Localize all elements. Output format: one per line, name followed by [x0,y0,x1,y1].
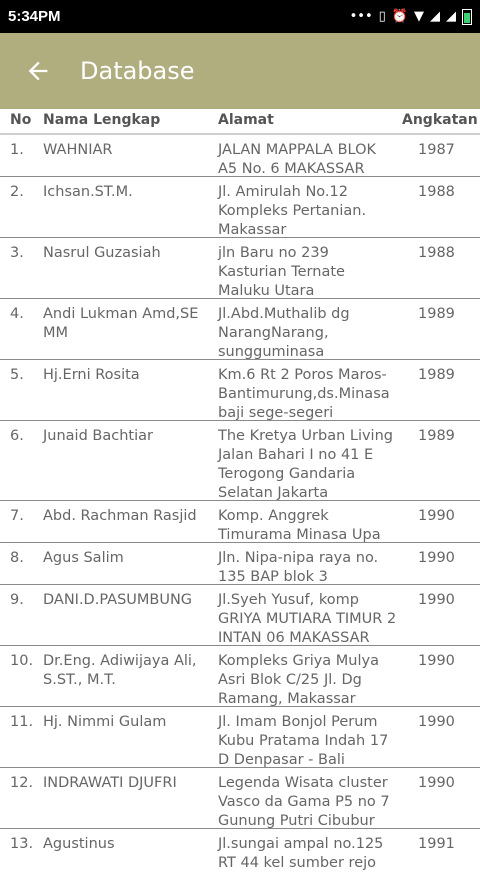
row-name: Andi Lukman Amd,SE MM [43,306,199,341]
wifi-icon: ▼ [414,9,424,24]
database-table [0,109,480,889]
row-year: 1990 [418,775,455,791]
row-address: Jl.Syeh Yusuf, komp GRIYA MUTIARA TIMUR 2 INTAN 06 MAKASSAR [218,592,397,646]
table-row[interactable] [0,238,480,299]
row-address: Jl.sungai ampal no.125 RT 44 kel sumber rejo [218,836,384,871]
row-year: 1990 [418,714,455,730]
table-header [0,109,480,135]
alarm-icon: ⏰ [391,9,408,24]
row-no: 12. [10,775,34,791]
table-row[interactable] [0,768,480,829]
table-row[interactable] [0,421,480,501]
row-year: 1989 [418,428,455,444]
row-year: 1988 [418,245,455,261]
status-bar [0,0,480,33]
more-dots-icon: ••• [349,9,373,24]
row-address: The Kretya Urban Living Jalan Bahari I no 41 E Terogong Gandaria Selatan Jakarta [218,428,393,501]
row-no: 5. [10,367,24,383]
row-address: JALAN MAPPALA BLOK A5 No. 6 MAKASSAR [218,142,377,177]
row-address: Jl. Amirulah No.12 Kompleks Pertanian. Makassar [218,184,367,238]
row-no: 10. [10,653,34,669]
status-icons [350,9,472,25]
row-address: Jl. Imam Bonjol Perum Kubu Pratama Indah 17 D Denpasar - Bali [218,714,389,768]
table-row[interactable] [0,135,480,177]
status-time: 5:34PM [8,8,61,25]
row-no: 7. [10,508,24,524]
row-address: Legenda Wisata cluster Vasco da Gama P5 no 7 Gunung Putri Cibubur [218,775,390,829]
table-row[interactable] [0,360,480,421]
app-bar [0,33,480,109]
row-year: 1990 [418,550,455,566]
row-no: 13. [10,836,34,852]
row-address: Km.6 Rt 2 Poros Maros-Bantimurung,ds.Minasa baji sege-segeri [218,367,390,421]
row-no: 6. [10,428,24,444]
row-name: Junaid Bachtiar [43,428,153,444]
row-name: WAHNIAR [43,142,113,158]
row-name: Hj. Nimmi Gulam [43,714,167,730]
vibrate-icon: ▯ [378,9,386,24]
header-name: Nama Lengkap [43,112,161,128]
row-no: 11. [10,714,34,730]
row-year: 1988 [418,184,455,200]
row-address: Kompleks Griya Mulya Asri Blok C/25 Jl. Dg Ramang, Makassar [218,653,379,707]
row-address: Jln. Nipa-nipa raya no. 135 BAP blok 3 [218,550,379,585]
table-row[interactable] [0,585,480,646]
battery-icon [462,9,472,25]
row-name: Ichsan.ST.M. [43,184,133,200]
row-year: 1989 [418,306,455,322]
header-no: No [10,112,32,128]
row-year: 1990 [418,653,455,669]
table-row[interactable] [0,177,480,238]
row-year: 1990 [418,508,455,524]
signal-icon: ◢ [430,9,440,24]
table-row[interactable] [0,829,480,889]
row-name: INDRAWATI DJUFRI [43,775,177,791]
row-address: Jl.Abd.Muthalib dg NarangNarang, sungguminasa [218,306,350,360]
row-address: Komp. Anggrek Timurama Minasa Upa [218,508,381,543]
row-name: Dr.Eng. Adiwijaya Ali, S.ST., M.T. [43,653,197,688]
table-row[interactable] [0,707,480,768]
header-year: Angkatan [402,112,478,128]
header-address: Alamat [218,112,274,128]
row-year: 1990 [418,592,455,608]
row-name: Abd. Rachman Rasjid [43,508,197,524]
row-address: jln Baru no 239 Kasturian Ternate Maluku Utara [218,245,345,299]
table-row[interactable] [0,501,480,543]
row-no: 9. [10,592,24,608]
signal-icon-2: ◢ [446,9,456,24]
table-row[interactable] [0,299,480,360]
back-arrow-icon[interactable] [24,57,52,85]
row-no: 1. [10,142,24,158]
row-year: 1989 [418,367,455,383]
row-name: Nasrul Guzasiah [43,245,161,261]
row-no: 8. [10,550,24,566]
table-row[interactable] [0,543,480,585]
row-year: 1991 [418,836,455,852]
row-name: Hj.Erni Rosita [43,367,140,383]
row-name: DANI.D.PASUMBUNG [43,592,193,608]
row-no: 4. [10,306,24,322]
row-year: 1987 [418,142,455,158]
row-no: 3. [10,245,24,261]
row-name: Agus Salim [43,550,124,566]
page-title: Database [80,57,195,85]
row-name: Agustinus [43,836,115,852]
table-row[interactable] [0,646,480,707]
row-no: 2. [10,184,24,200]
